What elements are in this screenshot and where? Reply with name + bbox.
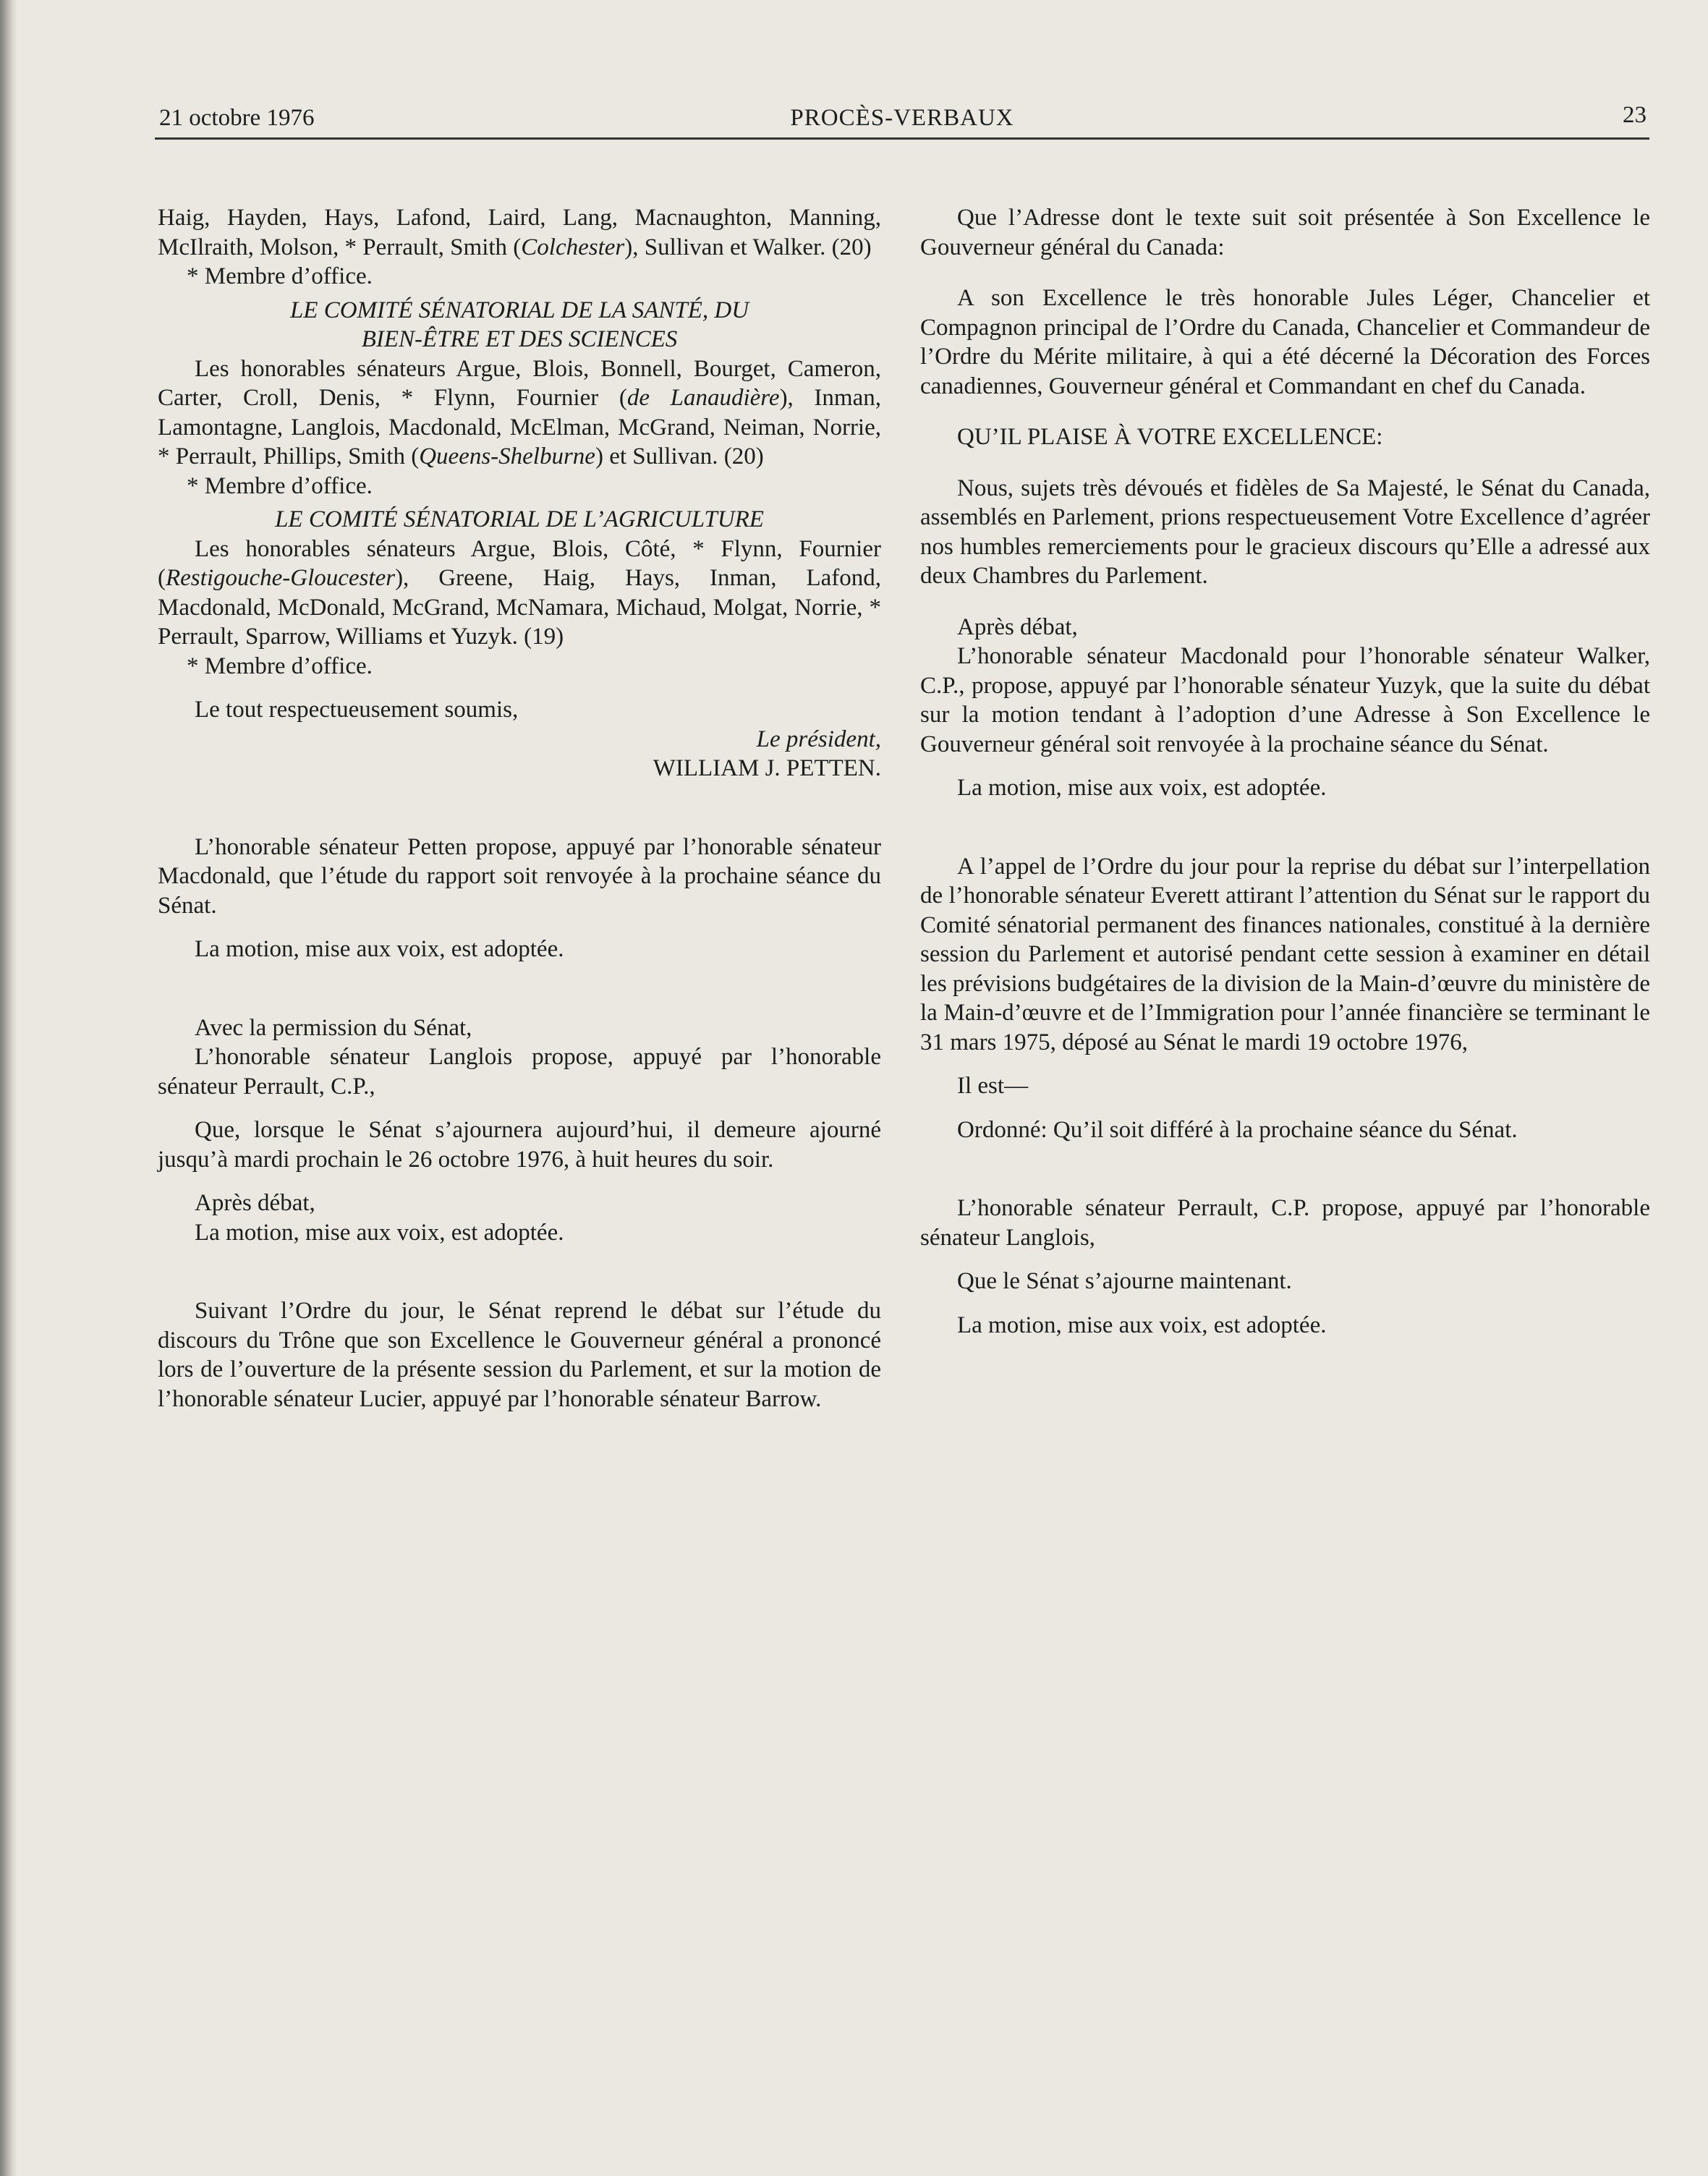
committee-heading-health: LE COMITÉ SÉNATORIAL DE LA SANTÉ, DU BIEN-ÊTRE ET DES SCIENCES [289,297,749,352]
committee-members-health: Les honorables sénateurs Argue, Blois, Bonnell, Bourget, Cameron, Carter, Croll, Denis, * Flynn, Fournier (de Lanaudière), Inman, Lamontagne, Langlois, Macdonald, McElman, McGrand, Neiman, Norrie, * Perrault, Phillips, Smith (Queens-Shelburne) et Sullivan. (20) [158,355,881,469]
apres-debat: Après débat, [195,1190,315,1216]
motion-macdonald: L’honorable sénateur Macdonald pour l’honorable sénateur Walker, C.P., propose, appuyé par l’honorable sénateur Yuzyk, que la suite du débat sur la motion tendant à l’adoption d’une Adresse à Son Excellence le Gouverneur général soit renvoyée à la prochaine séance du Sénat. [920,643,1650,757]
permission-line: Avec la permission du Sénat, [195,1014,472,1041]
header-title: PROCÈS-VERBAUX [790,105,1014,131]
adjourn-now: Que le Sénat s’ajourne maintenant. [957,1268,1292,1294]
motion-petten: L’honorable sénateur Petten propose, appuyé par l’honorable sénateur Macdonald, que l’étude du rapport soit renvoyée à la prochaine séance du Sénat. [158,833,881,919]
president-name: WILLIAM J. PETTEN. [653,755,881,781]
address-recipient: A son Excellence le très honorable Jules Léger, Chancelier et Compagnon principal de l’Ordre du Canada, Chancelier et Commandeur de l’Ordre du Mérite militaire, à qui a été décerné la Décoration des Forces canadiennes, Gouverneur général et Commandant en chef du Canada. [920,285,1650,399]
member-note: * Membre d’office. [187,472,373,499]
apres-debat: Après débat, [957,613,1078,640]
motion-adopted: La motion, mise aux voix, est adoptée. [957,775,1327,801]
motion-langlois: L’honorable sénateur Langlois propose, appuyé par l’honorable sénateur Perrault, C.P., [158,1044,881,1100]
member-list-continued: Haig, Hayden, Hays, Lafond, Laird, Lang, Macnaughton, Manning, McIlraith, Molson, * Perrault, Smith (Colchester), Sullivan et Walker. (20) [158,205,881,260]
member-note: * Membre d’office. [187,653,373,679]
page-header [155,97,1649,140]
closing-line: Le tout respectueusement soumis, [195,697,519,723]
interpellation-everett: A l’appel de l’Ordre du jour pour la reprise du débat sur l’interpellation de l’honorable sénateur Everett attirant l’attention du Sénat sur le rapport du Comité sénatorial permanent des finances nationales, constitué à la dernière session du Parlement et autorisé pendant cette session à examiner en détail les prévisions budgétaires de la division de la Main-d’œuvre du ministère de la Main-d’œuvre et de l’Immigration pour l’année financière se terminant le 31 mars 1975, déposé au Sénat le mardi 19 octobre 1976, [920,853,1650,1055]
motion-adopted: La motion, mise aux voix, est adoptée. [195,936,564,962]
motion-adopted: La motion, mise aux voix, est adoptée. [195,1219,564,1246]
president-title: Le président, [756,726,881,752]
committee-heading-agriculture: LE COMITÉ SÉNATORIAL DE L’AGRICULTURE [275,506,764,532]
address-body: Nous, sujets très dévoués et fidèles de Sa Majesté, le Sénat du Canada, assemblés en Parlement, prions respectueusement Votre Excellence d’agréer nos humbles remerciements pour le gracieux discours qu’Elle a adressé aux deux Chambres du Parlement. [920,475,1650,589]
page-number: 23 [1623,102,1647,128]
order-of-day-paragraph: Suivant l’Ordre du jour, le Sénat reprend le débat sur l’étude du discours du Trône que son Excellence le Gouverneur général a prononcé lors de l’ouverture de la présente session du Parlement, et sur la motion de l’honorable sénateur Lucier, appuyé par l’honorable sénateur Barrow. [158,1298,881,1412]
right-column [920,203,1650,1340]
committee-members-agriculture: Les honorables sénateurs Argue, Blois, Côté, * Flynn, Fournier (Restigouche-Gloucester), Greene, Haig, Hays, Inman, Lafond, Macdonald, McDonald, McGrand, McNamara, Michaud, Molgat, Norrie, * Perrault, Sparrow, Williams et Yuzyk. (19) [158,535,881,650]
header-date: 21 octobre 1976 [159,105,315,131]
il-est: Il est— [957,1073,1029,1099]
ordonne-line: Ordonné: Qu’il soit différé à la prochaine séance du Sénat. [957,1116,1518,1143]
address-intro: Que l’Adresse dont le texte suit soit présentée à Son Excellence le Gouverneur général du Canada: [920,205,1650,260]
left-column [158,203,881,1414]
motion-adopted: La motion, mise aux voix, est adoptée. [957,1312,1327,1338]
page-binding-shadow [0,0,17,2176]
address-salutation: QU’IL PLAISE À VOTRE EXCELLENCE: [957,424,1383,450]
member-note: * Membre d’office. [187,263,373,289]
motion-perrault: L’honorable sénateur Perrault, C.P. propose, appuyé par l’honorable sénateur Langlois, [920,1195,1650,1251]
adjournment-text: Que, lorsque le Sénat s’ajournera aujourd’hui, il demeure ajourné jusqu’à mardi prochain le 26 octobre 1976, à huit heures du soir. [158,1117,881,1173]
